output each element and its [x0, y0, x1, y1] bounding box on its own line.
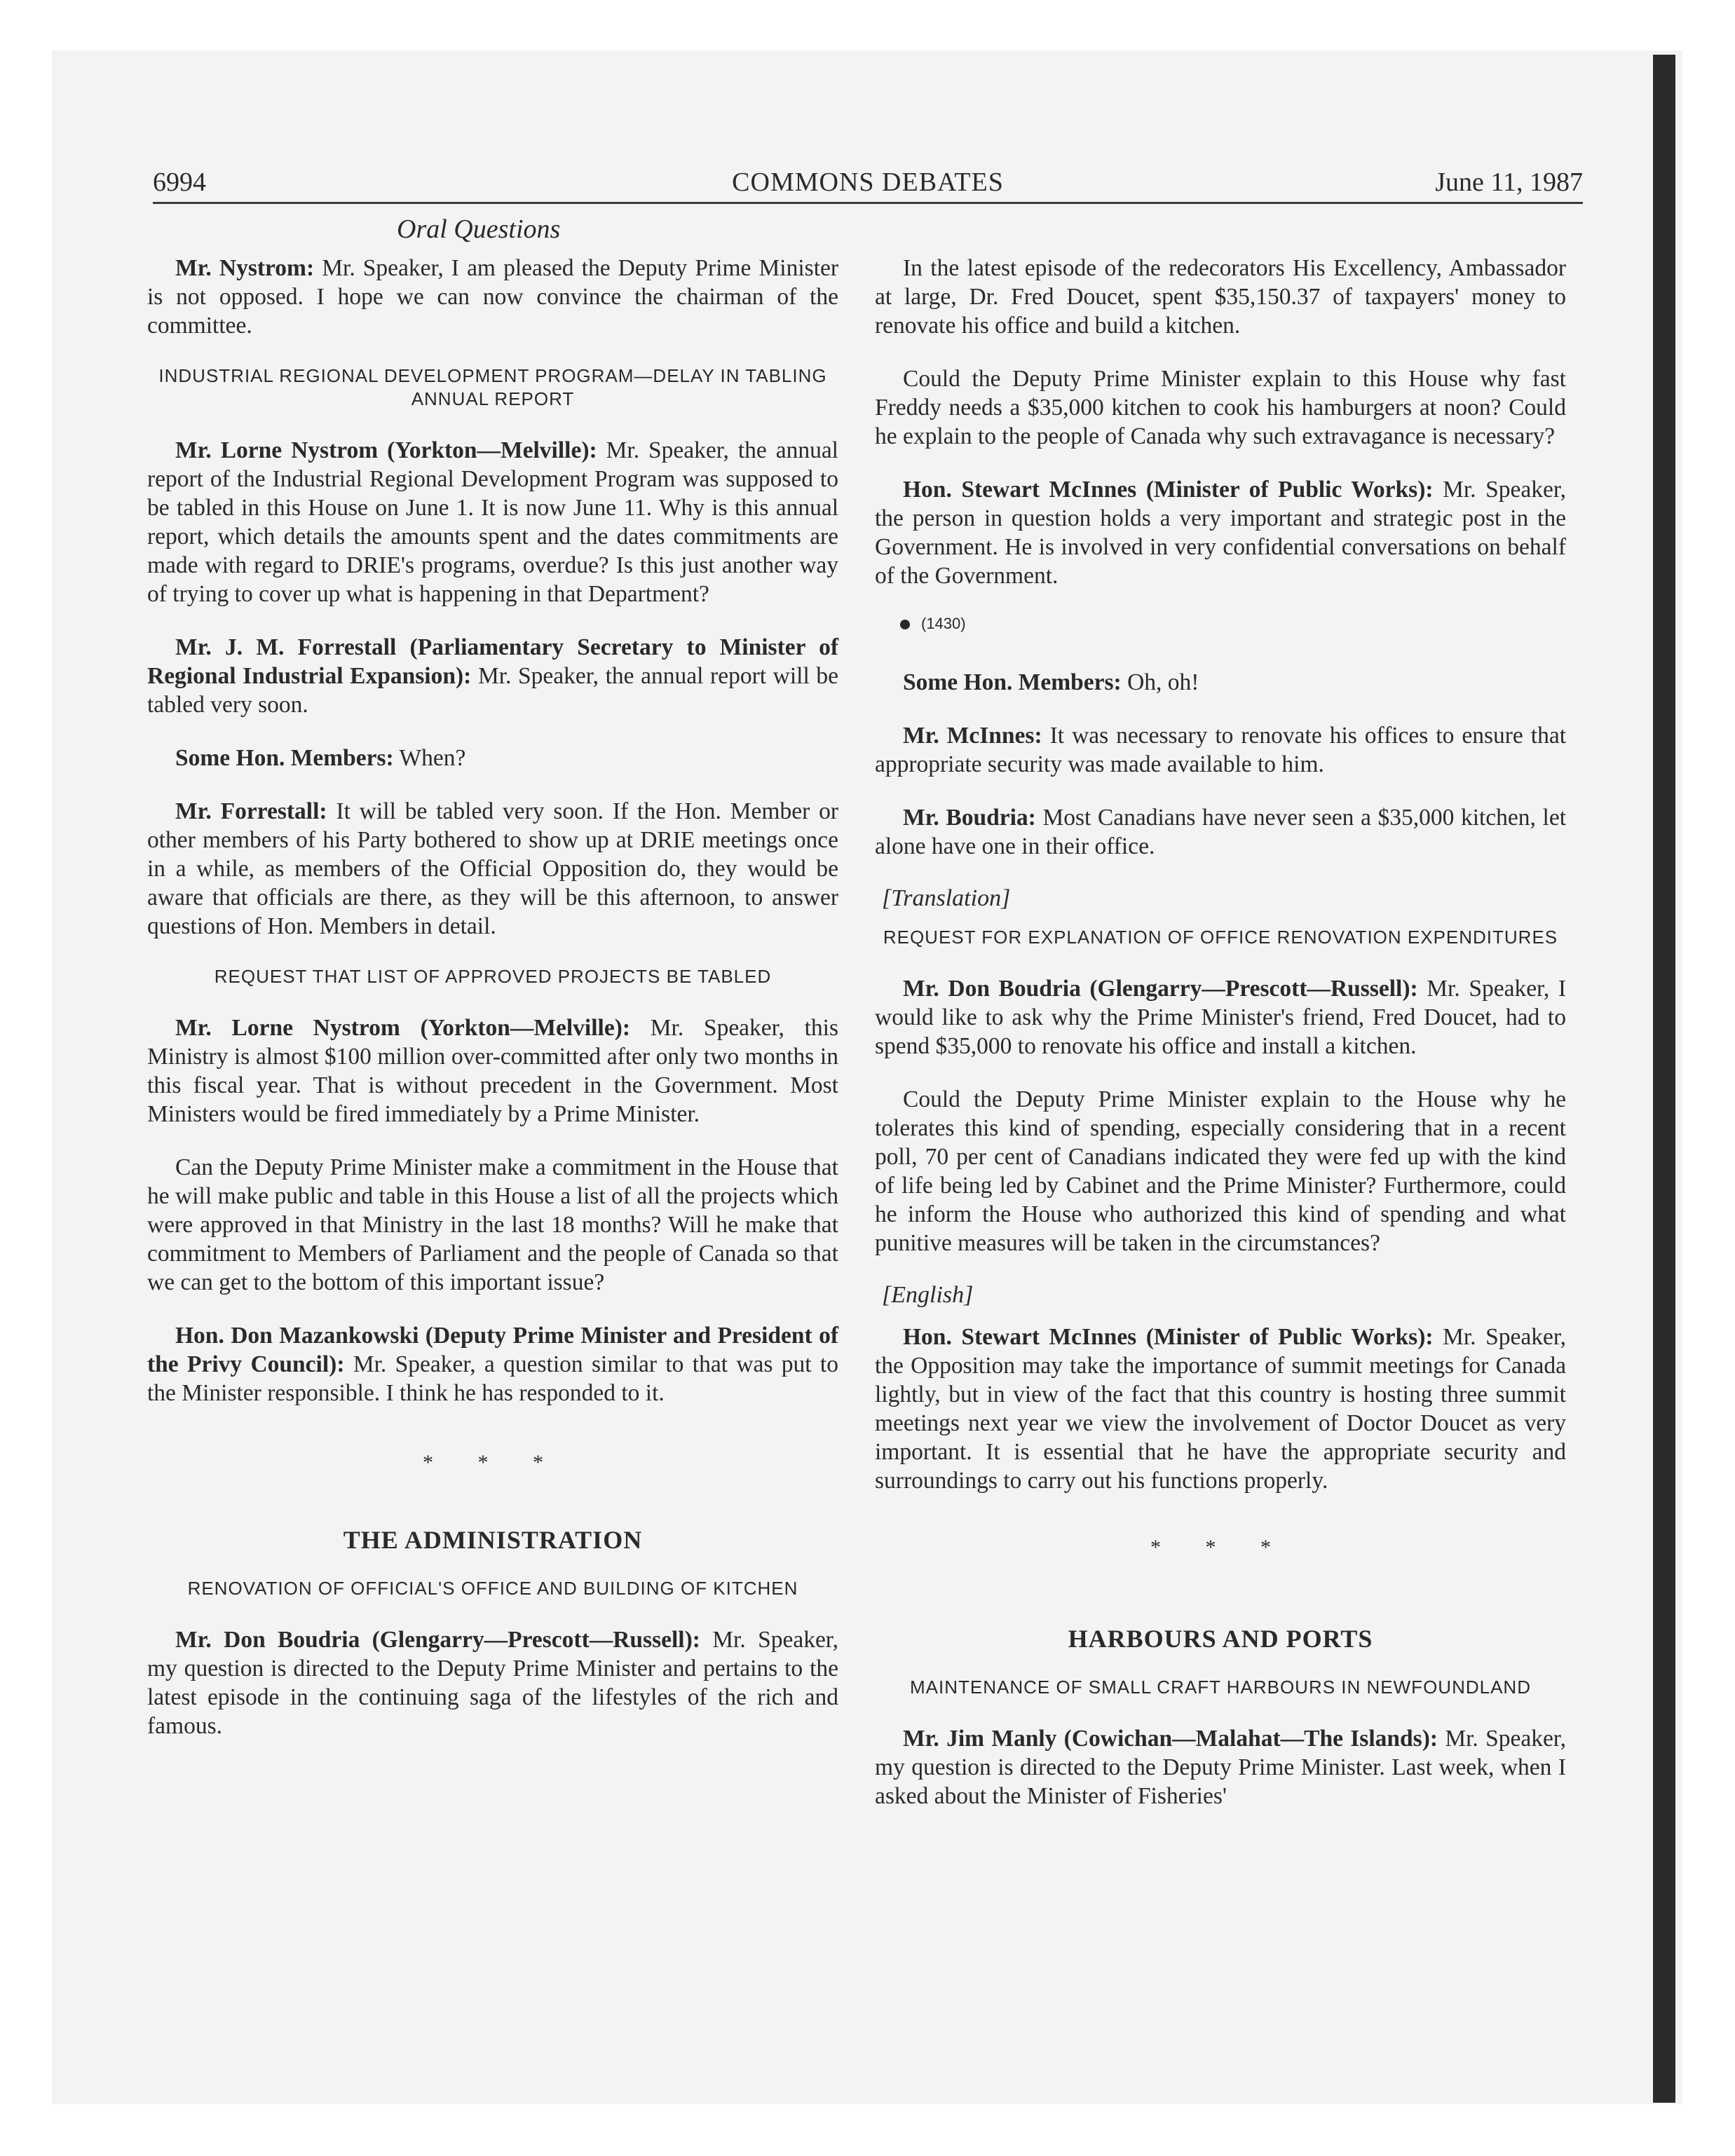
- section-divider: * * *: [423, 1451, 563, 1474]
- scan-edge-shadow: [1653, 55, 1675, 2103]
- paragraph: [875, 1323, 1566, 1495]
- speech-text: Most Canadians have never seen a $35,000 kitchen, let alone have one in their office.: [875, 805, 1566, 859]
- publication-title: COMMONS DEBATES: [732, 168, 1004, 197]
- speaker-name: Mr. Jim Manly (Cowichan—Malahat—The Islands):: [903, 1726, 1438, 1752]
- speaker-name: Hon. Stewart McInnes (Minister of Public Works):: [903, 477, 1434, 503]
- left-column: [147, 254, 838, 1765]
- speaker-name: Some Hon. Members:: [175, 745, 394, 771]
- language-marker: [English]: [882, 1282, 974, 1308]
- language-marker: [Translation]: [882, 885, 1011, 911]
- subheading: RENOVATION OF OFFICIAL'S OFFICE AND BUILDING OF KITCHEN: [187, 1578, 798, 1599]
- speech-text: Mr. Speaker, this Ministry is almost $100 million over-committed after only two months in this fiscal year. That is without precedent in the Government. Most Ministers would be fired immediately by a Prime Minister.: [147, 1015, 838, 1127]
- header-date: June 11, 1987: [1435, 168, 1583, 197]
- speech-text: Mr. Speaker, the annual report of the Industrial Regional Development Program was supposed to be tabled in this House on June 1. It is now June 11. Why is this annual report, which details the amounts spent and the dates commitments are made with regard to DRIE's programs, overdue? Is this just another way of trying to cover up what is happening in that Department?: [147, 437, 838, 607]
- running-header: [153, 163, 1583, 204]
- paragraph: [147, 797, 838, 941]
- subheading: INDUSTRIAL REGIONAL DEVELOPMENT PROGRAM—DELAY IN TABLING ANNUAL REPORT: [158, 365, 827, 409]
- paragraph: [147, 744, 838, 772]
- section-heading: THE ADMINISTRATION: [343, 1526, 643, 1554]
- paragraph: [147, 436, 838, 608]
- speaker-name: Mr. Don Boudria (Glengarry—Prescott—Russell):: [903, 976, 1418, 1002]
- subheading: REQUEST FOR EXPLANATION OF OFFICE RENOVATION EXPENDITURES: [883, 927, 1558, 948]
- paragraph: [875, 721, 1566, 779]
- paragraph: [147, 633, 838, 719]
- paragraph: [875, 668, 1566, 697]
- speaker-name: Mr. Don Boudria (Glengarry—Prescott—Russell):: [175, 1627, 700, 1653]
- timestamp-text: (1430): [921, 615, 966, 632]
- speech-text: It was necessary to renovate his offices to ensure that appropriate security was made available to him.: [875, 723, 1567, 777]
- speech-text: Mr. Speaker, my question is directed to the Deputy Prime Minister. Last week, when I asked about the Minister of Fisheries': [875, 1726, 1567, 1809]
- speech-text: Mr. Speaker, the person in question holds a very important and strategic post in the Government. He is involved in very confidential conversations on behalf of the Government.: [875, 477, 1567, 589]
- speech-text: When?: [399, 745, 466, 771]
- speech-text: Mr. Speaker, I would like to ask why the Prime Minister's friend, Fred Doucet, had to spend $35,000 to renovate his office and install a kitchen.: [875, 976, 1566, 1059]
- paragraph: [875, 475, 1566, 590]
- paragraph: [147, 254, 838, 340]
- bullet-icon: [900, 620, 910, 629]
- speech-text: It will be tabled very soon. If the Hon. Member or other members of his Party bothered to show up at DRIE meetings once in a while, as members of the Official Opposition do, they would be aware that officials are there, as they will be this afternoon, to answer questions of Hon. Members in detail.: [147, 798, 839, 939]
- speech-text: Mr. Speaker, a question similar to that was put to the Minister responsible. I think he has responded to it.: [147, 1351, 838, 1406]
- paragraph: In the latest episode of the redecorators His Excellency, Ambassador at large, Dr. Fred Doucet, spent $35,150.37 of taxpayers' money to renovate his office and build a kitchen.: [875, 255, 1566, 339]
- paragraph: Could the Deputy Prime Minister explain to this House why fast Freddy needs a $35,000 kitchen to cook his hamburgers at noon? Could he explain to the people of Canada why such extravagance is necessary?: [875, 366, 1566, 449]
- paragraph: Could the Deputy Prime Minister explain to the House why he tolerates this kind of spending, especially considering that in a recent poll, 70 per cent of Canadians indicated they were fed up with the kind of life being led by Cabinet and the Prime Minister? Furthermore, could he inform the House who authorized this kind of spending and what punitive measures will be taken in the circumstances?: [875, 1086, 1566, 1256]
- speech-text: Mr. Speaker, my question is directed to the Deputy Prime Minister and pertains to the latest episode in the continuing saga of the lifestyles of the rich and famous.: [147, 1627, 838, 1739]
- subheading: MAINTENANCE OF SMALL CRAFT HARBOURS IN NEWFOUNDLAND: [910, 1677, 1531, 1698]
- paragraph: [147, 1625, 838, 1740]
- right-column: [875, 254, 1566, 1835]
- speech-text: Mr. Speaker, the Opposition may take the importance of summit meetings for Canada lightly, but in view of the fact that this country is hosting three summit meetings next year we view the involvement of Doctor Doucet as very important. It is essential that he have the appropriate security and surroundings to carry out his functions properly.: [875, 1324, 1567, 1494]
- speaker-name: Some Hon. Members:: [903, 669, 1122, 695]
- paragraph: [147, 1321, 838, 1407]
- paragraph: Can the Deputy Prime Minister make a commitment in the House that he will make public and table in this House a list of all the projects which were approved in that Ministry in the last 18 months? Will he make that commitment to Members of Parliament and the people of Canada so that we can get to the bottom of this important issue?: [147, 1154, 838, 1295]
- speech-text: Mr. Speaker, I am pleased the Deputy Prime Minister is not opposed. I hope we can now convince the chairman of the committee.: [147, 255, 839, 339]
- speaker-name: Mr. J. M. Forrestall (Parliamentary Secretary to Minister of Regional Industrial Expansion):: [147, 634, 838, 689]
- section-kicker: Oral Questions: [397, 214, 561, 244]
- section-heading: HARBOURS AND PORTS: [1068, 1625, 1373, 1653]
- paragraph: [875, 974, 1566, 1060]
- speaker-name: Mr. Nystrom:: [175, 255, 315, 281]
- speaker-name: Mr. Lorne Nystrom (Yorkton—Melville):: [175, 437, 597, 463]
- timestamp: [900, 615, 1566, 633]
- speaker-name: Mr. Forrestall:: [175, 798, 327, 824]
- speaker-name: Mr. Lorne Nystrom (Yorkton—Melville):: [175, 1015, 631, 1041]
- speaker-name: Hon. Stewart McInnes (Minister of Public Works):: [903, 1324, 1434, 1350]
- speaker-name: Mr. Boudria:: [903, 805, 1036, 831]
- paragraph: [875, 803, 1566, 861]
- page-number: 6994: [153, 168, 206, 197]
- speech-text: Oh, oh!: [1127, 669, 1199, 695]
- paragraph: [147, 1014, 838, 1128]
- speaker-name: Mr. McInnes:: [903, 723, 1042, 749]
- section-divider: * * *: [1150, 1536, 1291, 1559]
- paragraph: [875, 1724, 1566, 1810]
- speaker-name: Hon. Don Mazankowski (Deputy Prime Minister and President of the Privy Council):: [147, 1323, 838, 1377]
- speech-text: Mr. Speaker, the annual report will be tabled very soon.: [147, 663, 839, 718]
- subheading: REQUEST THAT LIST OF APPROVED PROJECTS BE TABLED: [214, 966, 772, 987]
